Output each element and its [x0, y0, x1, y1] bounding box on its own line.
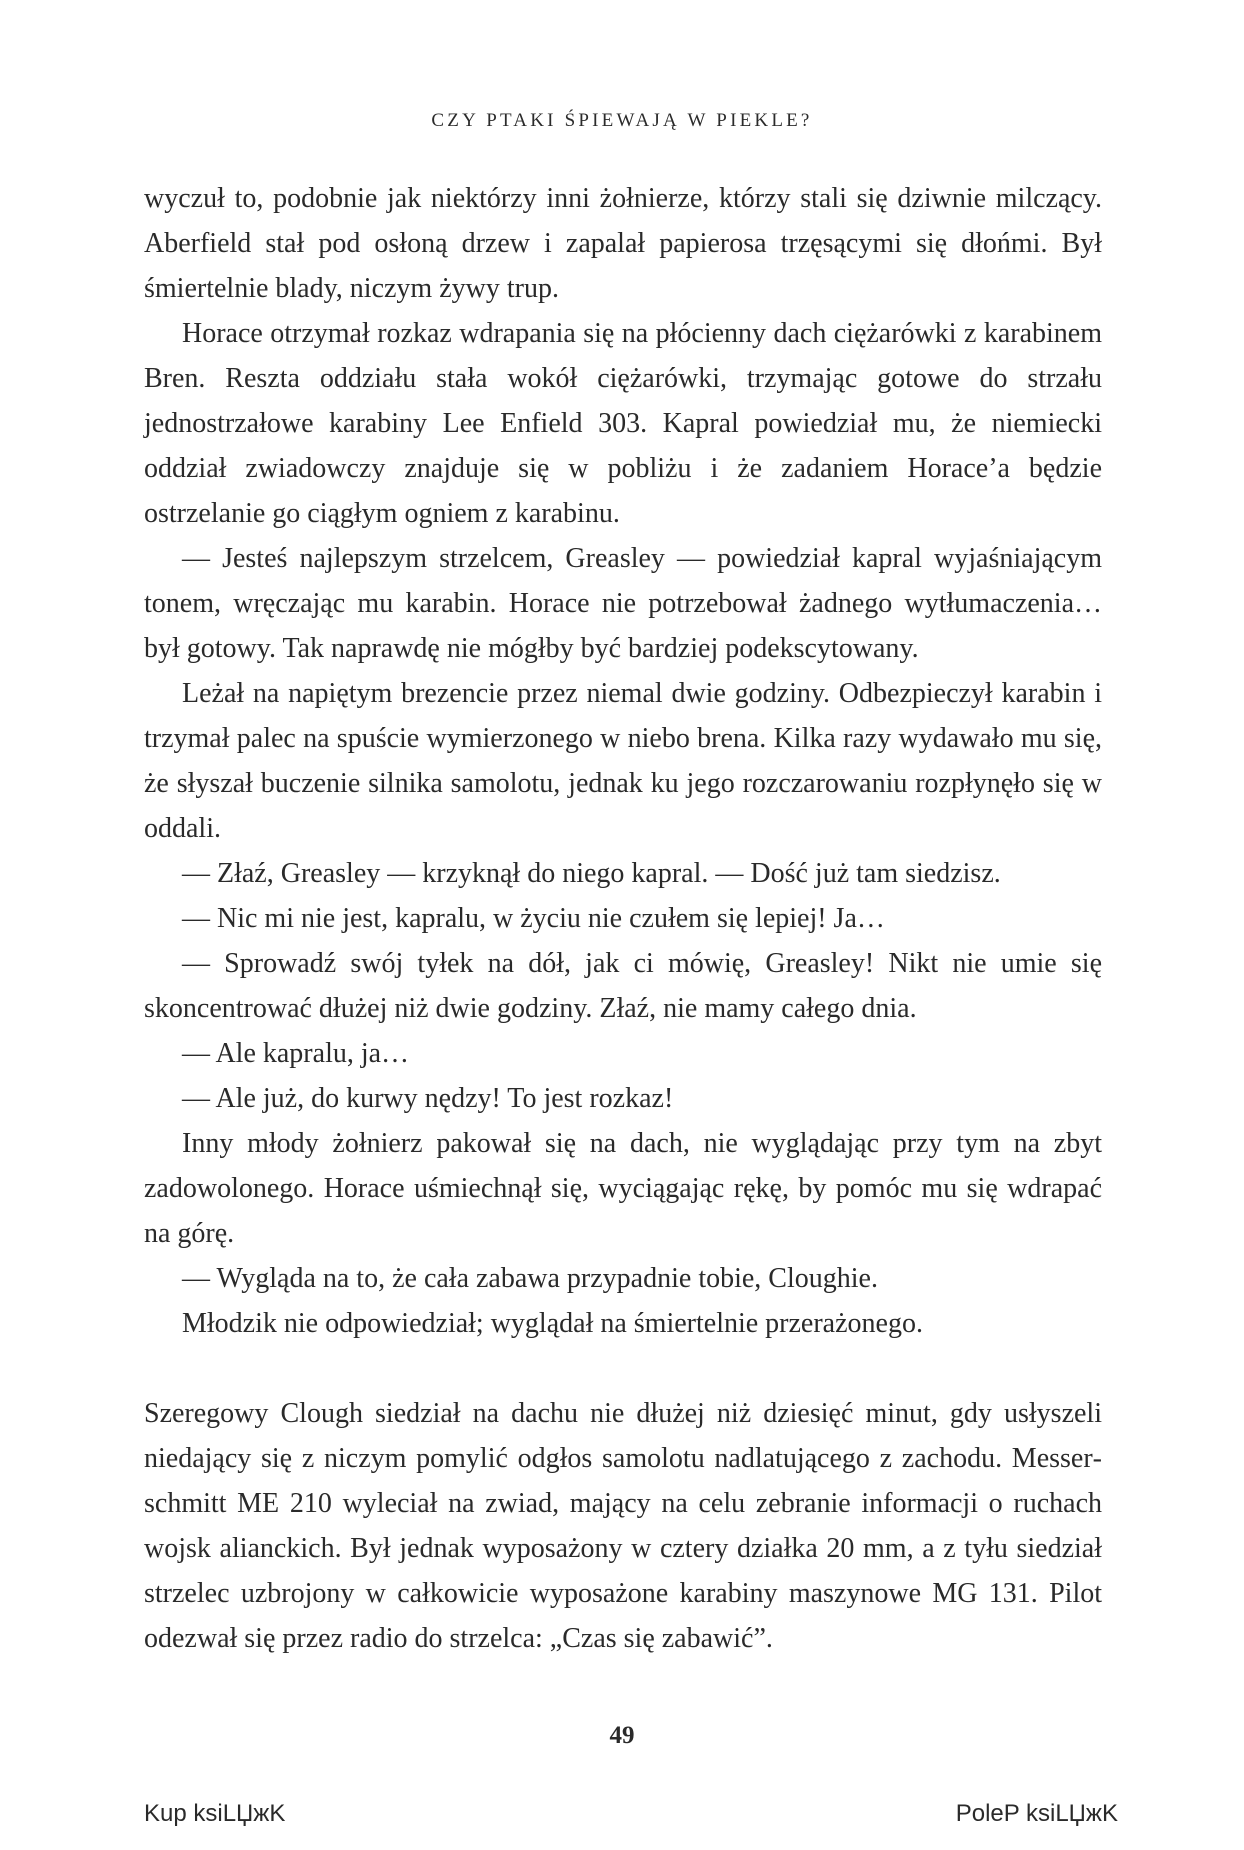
recommend-book-link[interactable]: PoleP ksiLЏжK — [955, 1800, 1118, 1827]
paragraph: Horace otrzymał rozkaz wdrapania się na płócienny dach ciężarówki z karabinem Bren. Reszta oddziału stała wokół ciężarówki, trzymając gotowe do strzału jednostrzałowe karabiny Lee Enfield 303. Kapral powiedział mu, że niemiecki oddział zwiadowczy znajduje się w pobliżu i że zadaniem Horace’a będzie ostrzelanie go ciągłym ogniem z karabinu. — [144, 318, 1102, 529]
body-text — [144, 176, 1102, 1661]
buy-book-link[interactable]: Kup ksiLЏжK — [144, 1800, 286, 1827]
paragraph: Młodzik nie odpowiedział; wyglądał na śmiertelnie przerażonego. — [182, 1308, 923, 1339]
dialogue-paragraph: — Ale już, do kurwy nędzy! To jest rozkaz! — [182, 1083, 674, 1114]
dialogue-paragraph: — Ale kapralu, ja… — [182, 1038, 410, 1069]
paragraph: Inny młody żołnierz pakował się na dach, nie wyglądając przy tym na zbyt zadowolonego. Horace uśmiechnął się, wyciągając rękę, by pomóc mu się wdrapać na górę. — [144, 1128, 1102, 1249]
dialogue-paragraph: — Wygląda na to, że cała zabawa przypadnie tobie, Cloughie. — [182, 1263, 878, 1294]
page-number: 49 — [609, 1722, 635, 1749]
paragraph: wyczuł to, podobnie jak niektórzy inni żołnierze, którzy stali się dziwnie milczący. Aberfield stał pod osłoną drzew i zapalał papierosa trzęsącymi się dłońmi. Był śmiertelnie blady, niczym żywy trup. — [144, 183, 1102, 304]
section-start-paragraph: Szeregowy Clough siedział na dachu nie dłużej niż dziesięć minut, gdy usłyszeli niedający się z niczym pomylić odgłos samolotu nadlatującego z zachodu. Messerschmitt ME 210 wyleciał na zwiad, mający na celu zebranie informacji o ruchach wojsk alianckich. Był jednak wyposażony w cztery działka 20 mm, a z tyłu siedział strzelec uzbrojony w całkowicie wyposażone karabiny maszynowe MG 131. Pilot odezwał się przez radio do strzelca: „Czas się zabawić”. — [144, 1398, 1102, 1654]
dialogue-paragraph: — Jesteś najlepszym strzelcem, Greasley — powiedział kapral wyjaśniającym tonem, wręczając mu karabin. Horace nie potrzebował żadnego wytłumaczenia… był gotowy. Tak naprawdę nie mógłby być bardziej podekscytowany. — [144, 543, 1102, 664]
dialogue-paragraph: — Nic mi nie jest, kapralu, w życiu nie czułem się lepiej! Ja… — [182, 903, 885, 934]
dialogue-paragraph: — Złaź, Greasley — krzyknął do niego kapral. — Dość już tam siedzisz. — [182, 858, 1001, 889]
paragraph: Leżał na napiętym brezencie przez niemal dwie godziny. Odbezpieczył karabin i trzymał palec na spuście wymierzonego w niebo brena. Kilka razy wydawało mu się, że słyszał buczenie silnika samolotu, jednak ku jego rozczarowaniu rozpłynęło się w oddali. — [144, 678, 1102, 844]
dialogue-paragraph: — Sprowadź swój tyłek na dół, jak ci mówię, Greasley! Nikt nie umie się skoncentrować dłużej niż dwie godziny. Złaź, nie mamy całego dnia. — [144, 948, 1102, 1024]
running-head-title: CZY PTAKI ŚPIEWAJĄ W PIEKLE? — [431, 110, 813, 131]
